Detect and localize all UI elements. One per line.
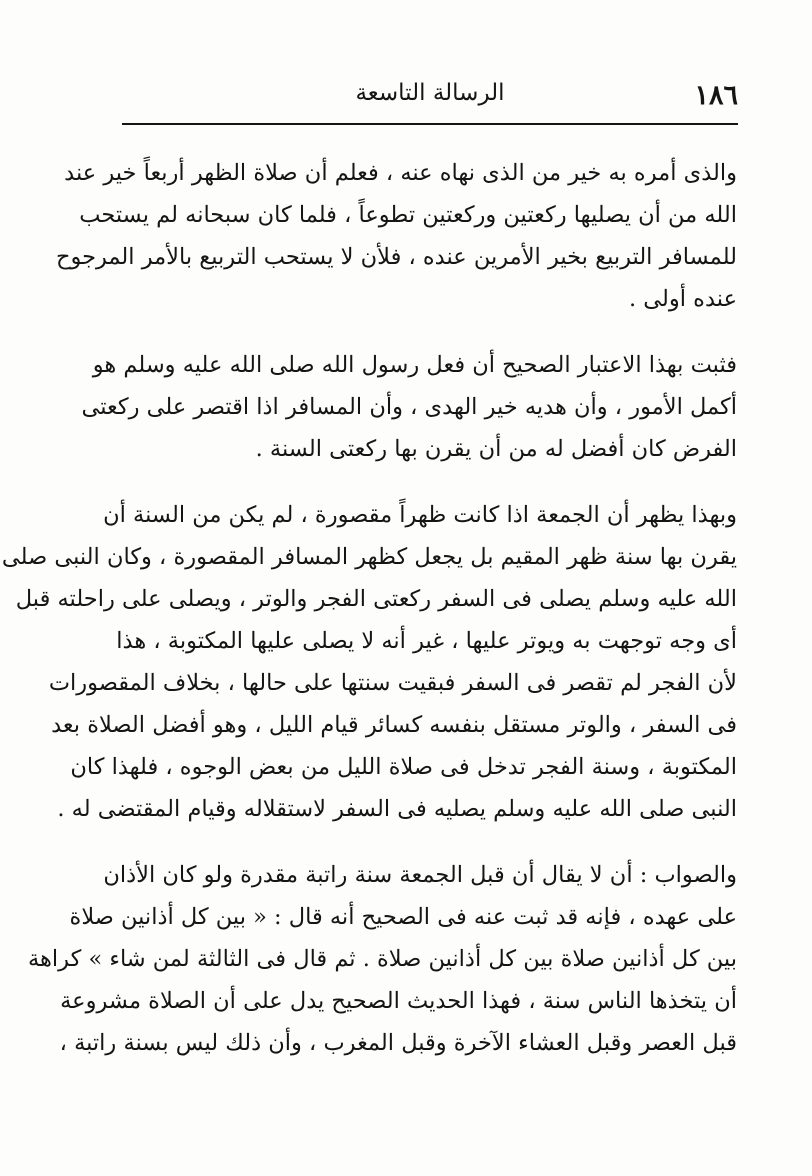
text-line: أى وجه توجهت به ويوتر عليها ، غير أنه لا يصلى عليها المكتوبة ، هذا [116,628,737,654]
text-line: يقرن بها سنة ظهر المقيم بل يجعل كظهر المسافر المقصورة ، وكان النبى صلى [1,544,737,570]
paragraph-3 [1,494,737,830]
page-header [122,78,738,122]
text-line: النبى صلى الله عليه وسلم يصليه فى السفر لاستقلاله وقيام المقتضى له . [57,796,737,822]
text-line: والصواب : أن لا يقال أن قبل الجمعة سنة راتبة مقدرة ولو كان الأذان [103,862,737,888]
text-line: الله من أن يصليها ركعتين وركعتين تطوعاً ، فلما كان سبحانه لم يستحب [79,202,737,228]
paragraph-2 [81,344,737,470]
text-line: على عهده ، فإنه قد ثبت عنه فى الصحيح أنه قال : « بين كل أذانين صلاة [69,904,737,930]
page-number: ١٨٦ [694,80,738,111]
text-line: والذى أمره به خير من الذى نهاه عنه ، فعلم أن صلاة الظهر أربعاً خير عند [64,160,737,186]
text-line: فثبت بهذا الاعتبار الصحيح أن فعل رسول الله صلى الله عليه وسلم هو [92,352,737,378]
text-line: بين كل أذانين صلاة بين كل أذانين صلاة . ثم قال فى الثالثة لمن شاء » كراهة [27,946,737,972]
text-line: لأن الفجر لم تقصر فى السفر فبقيت سنتها على حالها ، بخلاف المقصورات [48,670,737,696]
text-line: وبهذا يظهر أن الجمعة اذا كانت ظهراً مقصورة ، لم يكن من السنة أن [103,502,737,528]
text-line: للمسافر التربيع بخير الأمرين عنده ، فلأن لا يستحب التربيع بالأمر المرجوح [55,244,737,270]
text-line: قبل العصر وقبل العشاء الآخرة وقبل المغرب ، وأن ذلك ليس بسنة راتبة ، [59,1030,737,1056]
text-line: عنده أولى . [629,286,737,312]
text-line: فى السفر ، والوتر مستقل بنفسه كسائر قيام الليل ، وهو أفضل الصلاة بعد [51,712,737,738]
text-line: أكمل الأمور ، وأن هديه خير الهدى ، وأن المسافر اذا اقتصر على ركعتى [81,394,737,420]
paragraph-1 [55,152,737,320]
paragraph-4 [27,854,737,1064]
text-line: أن يتخذها الناس سنة ، فهذا الحديث الصحيح يدل على أن الصلاة مشروعة [60,988,737,1014]
page-body [1,152,737,1064]
text-line: الله عليه وسلم يصلى فى السفر ركعتى الفجر والوتر ، ويصلى على راحلته قبل [15,586,737,612]
text-line: المكتوبة ، وسنة الفجر تدخل فى صلاة الليل من بعض الوجوه ، فلهذا كان [70,754,737,780]
header-rule [122,123,738,125]
running-title: الرسالة التاسعة [355,80,505,106]
text-line: الفرض كان أفضل له من أن يقرن بها ركعتى السنة . [255,436,737,462]
